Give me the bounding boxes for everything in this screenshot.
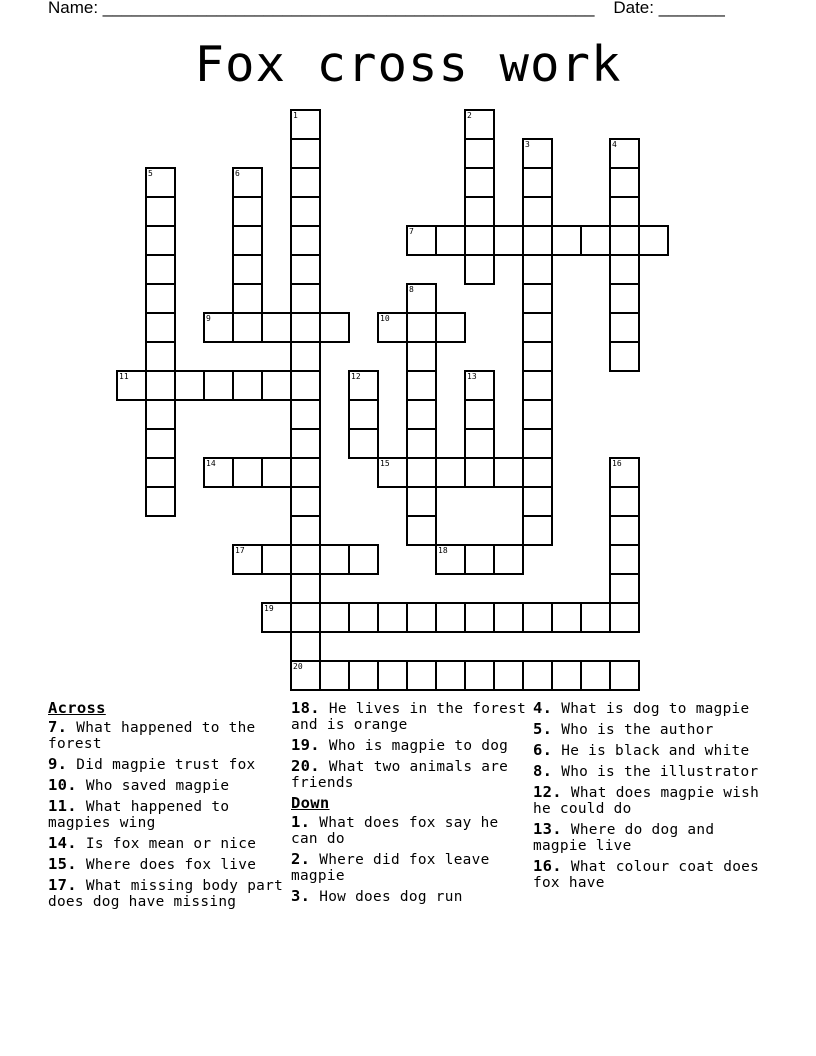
grid-cell[interactable] xyxy=(348,602,379,633)
clue-down-8: 8. Who is the illustrator xyxy=(533,762,759,780)
grid-cell[interactable] xyxy=(522,660,553,691)
grid-cell[interactable] xyxy=(290,225,321,256)
clue-across-9: 9. Did magpie trust fox xyxy=(48,755,256,773)
clue-number: 7 xyxy=(409,227,414,236)
grid-cell[interactable] xyxy=(522,457,553,488)
grid-cell[interactable] xyxy=(522,370,553,401)
grid-cell[interactable] xyxy=(290,138,321,169)
grid-cell[interactable] xyxy=(145,283,176,314)
grid-cell[interactable] xyxy=(116,370,147,401)
grid-cell[interactable] xyxy=(145,341,176,372)
grid-cell[interactable] xyxy=(232,196,263,227)
grid-cell[interactable] xyxy=(435,544,466,575)
grid-cell[interactable] xyxy=(609,457,640,488)
clue-down-1: 1. What does fox say he can do xyxy=(291,813,499,847)
clues-column-1 xyxy=(48,700,286,914)
grid-cell[interactable] xyxy=(435,602,466,633)
grid-cell[interactable] xyxy=(609,602,640,633)
grid-cell[interactable] xyxy=(261,312,292,343)
grid-cell[interactable] xyxy=(348,399,379,430)
grid-cell[interactable] xyxy=(232,225,263,256)
clue-down-13: 13. Where do dog and magpie live xyxy=(533,820,715,854)
grid-cell[interactable] xyxy=(348,660,379,691)
grid-cell[interactable] xyxy=(522,225,553,256)
grid-cell[interactable] xyxy=(290,283,321,314)
clue-number: 5 xyxy=(148,169,153,178)
clue-number: 14 xyxy=(206,459,216,468)
grid-cell[interactable] xyxy=(290,602,321,633)
grid-cell[interactable] xyxy=(522,486,553,517)
grid-cell[interactable] xyxy=(203,457,234,488)
grid-cell[interactable] xyxy=(319,660,350,691)
grid-cell[interactable] xyxy=(464,109,495,140)
grid-cell[interactable] xyxy=(290,573,321,604)
clue-number: 1 xyxy=(293,111,298,120)
grid-cell[interactable] xyxy=(609,660,640,691)
across-heading: Across xyxy=(48,699,106,717)
grid-cell[interactable] xyxy=(609,196,640,227)
grid-cell[interactable] xyxy=(609,283,640,314)
grid-cell[interactable] xyxy=(493,544,524,575)
clue-number: 13 xyxy=(467,372,477,381)
grid-cell[interactable] xyxy=(145,312,176,343)
grid-cell[interactable] xyxy=(377,660,408,691)
clue-number: 16 xyxy=(612,459,622,468)
grid-cell[interactable] xyxy=(290,515,321,546)
grid-cell[interactable] xyxy=(290,341,321,372)
grid-cell[interactable] xyxy=(522,283,553,314)
clue-across-11: 11. What happened to magpies wing xyxy=(48,797,230,831)
grid-cell[interactable] xyxy=(145,428,176,459)
grid-cell[interactable] xyxy=(406,428,437,459)
grid-cell[interactable] xyxy=(203,312,234,343)
grid-cell[interactable] xyxy=(406,457,437,488)
clue-across-14: 14. Is fox mean or nice xyxy=(48,834,257,852)
clue-down-6: 6. He is black and white xyxy=(533,741,750,759)
grid-cell[interactable] xyxy=(406,312,437,343)
grid-cell[interactable] xyxy=(522,341,553,372)
grid-cell[interactable] xyxy=(377,312,408,343)
grid-cell[interactable] xyxy=(406,602,437,633)
grid-cell[interactable] xyxy=(551,602,582,633)
clue-number: 15 xyxy=(380,459,390,468)
grid-cell[interactable] xyxy=(580,225,611,256)
clue-across-17: 17. What missing body part does dog have missing xyxy=(48,876,284,910)
grid-cell[interactable] xyxy=(145,370,176,401)
grid-cell[interactable] xyxy=(290,486,321,517)
grid-cell[interactable] xyxy=(406,225,437,256)
grid-cell[interactable] xyxy=(290,196,321,227)
clue-number: 11 xyxy=(119,372,129,381)
grid-cell[interactable] xyxy=(348,544,379,575)
grid-cell[interactable] xyxy=(493,457,524,488)
grid-cell[interactable] xyxy=(464,457,495,488)
clue-number: 19 xyxy=(264,604,274,613)
grid-cell[interactable] xyxy=(435,312,466,343)
clue-across-7: 7. What happened to the forest xyxy=(48,718,256,752)
grid-cell[interactable] xyxy=(551,660,582,691)
grid-cell[interactable] xyxy=(377,602,408,633)
clue-down-5: 5. Who is the author xyxy=(533,720,714,738)
grid-cell[interactable] xyxy=(493,602,524,633)
grid-cell[interactable] xyxy=(464,399,495,430)
clue-down-4: 4. What is dog to magpie xyxy=(533,699,750,717)
grid-cell[interactable] xyxy=(464,196,495,227)
date-field[interactable]: _______ xyxy=(658,0,725,17)
grid-cell[interactable] xyxy=(464,254,495,285)
grid-cell[interactable] xyxy=(406,515,437,546)
grid-cell[interactable] xyxy=(435,457,466,488)
grid-cell[interactable] xyxy=(290,254,321,285)
grid-cell[interactable] xyxy=(145,225,176,256)
clue-number: 12 xyxy=(351,372,361,381)
clue-across-20: 20. What two animals are friends xyxy=(291,757,509,791)
clues-column-2 xyxy=(291,700,527,909)
grid-cell[interactable] xyxy=(377,457,408,488)
grid-cell[interactable] xyxy=(232,254,263,285)
clue-across-10: 10. Who saved magpie xyxy=(48,776,230,794)
grid-cell[interactable] xyxy=(464,660,495,691)
grid-cell[interactable] xyxy=(609,486,640,517)
grid-cell[interactable] xyxy=(406,370,437,401)
grid-cell[interactable] xyxy=(464,167,495,198)
grid-cell[interactable] xyxy=(145,457,176,488)
clues-column-3 xyxy=(533,700,773,895)
grid-cell[interactable] xyxy=(522,602,553,633)
grid-cell[interactable] xyxy=(406,486,437,517)
grid-cell[interactable] xyxy=(145,196,176,227)
clue-number: 18 xyxy=(438,546,448,555)
grid-cell[interactable] xyxy=(580,602,611,633)
grid-cell[interactable] xyxy=(609,225,640,256)
grid-cell[interactable] xyxy=(522,312,553,343)
grid-cell[interactable] xyxy=(319,602,350,633)
grid-cell[interactable] xyxy=(406,399,437,430)
grid-cell[interactable] xyxy=(493,225,524,256)
grid-cell[interactable] xyxy=(232,370,263,401)
grid-cell[interactable] xyxy=(522,254,553,285)
grid-cell[interactable] xyxy=(261,457,292,488)
clue-number: 8 xyxy=(409,285,414,294)
grid-cell[interactable] xyxy=(290,660,321,691)
date-label: Date: xyxy=(613,0,659,17)
name-label: Name: xyxy=(48,0,103,17)
clue-number: 6 xyxy=(235,169,240,178)
clue-number: 20 xyxy=(293,662,303,671)
grid-cell[interactable] xyxy=(522,167,553,198)
grid-cell[interactable] xyxy=(464,544,495,575)
grid-cell[interactable] xyxy=(290,428,321,459)
grid-cell[interactable] xyxy=(464,225,495,256)
grid-cell[interactable] xyxy=(638,225,669,256)
grid-cell[interactable] xyxy=(609,573,640,604)
clue-number: 3 xyxy=(525,140,530,149)
grid-cell[interactable] xyxy=(609,312,640,343)
grid-cell[interactable] xyxy=(406,283,437,314)
clue-number: 2 xyxy=(467,111,472,120)
grid-cell[interactable] xyxy=(609,254,640,285)
grid-cell[interactable] xyxy=(261,602,292,633)
clue-down-16: 16. What colour coat does fox have xyxy=(533,857,760,891)
grid-cell[interactable] xyxy=(290,399,321,430)
grid-cell[interactable] xyxy=(406,341,437,372)
grid-cell[interactable] xyxy=(609,544,640,575)
name-field[interactable]: ____________________________________________________ xyxy=(102,0,595,17)
grid-cell[interactable] xyxy=(232,283,263,314)
grid-cell[interactable] xyxy=(435,660,466,691)
grid-cell[interactable] xyxy=(522,428,553,459)
grid-cell[interactable] xyxy=(261,370,292,401)
grid-cell[interactable] xyxy=(464,138,495,169)
grid-cell[interactable] xyxy=(493,660,524,691)
clue-across-15: 15. Where does fox live xyxy=(48,855,257,873)
clue-number: 17 xyxy=(235,546,245,555)
grid-cell[interactable] xyxy=(348,370,379,401)
grid-cell[interactable] xyxy=(406,660,437,691)
grid-cell[interactable] xyxy=(232,312,263,343)
grid-cell[interactable] xyxy=(522,515,553,546)
grid-cell[interactable] xyxy=(145,486,176,517)
grid-cell[interactable] xyxy=(319,312,350,343)
grid-cell[interactable] xyxy=(232,457,263,488)
grid-cell[interactable] xyxy=(145,167,176,198)
grid-cell[interactable] xyxy=(609,167,640,198)
grid-cell[interactable] xyxy=(464,370,495,401)
clue-number: 4 xyxy=(612,140,617,149)
down-heading: Down xyxy=(291,794,330,812)
grid-cell[interactable] xyxy=(232,544,263,575)
grid-cell[interactable] xyxy=(203,370,234,401)
grid-cell[interactable] xyxy=(522,138,553,169)
grid-cell[interactable] xyxy=(435,225,466,256)
clue-down-12: 12. What does magpie wish he could do xyxy=(533,783,760,817)
page-title: Fox cross work xyxy=(194,36,622,93)
clue-down-3: 3. How does dog run xyxy=(291,887,463,905)
clue-across-18: 18. He lives in the forest and is orange xyxy=(291,699,527,733)
grid-cell[interactable] xyxy=(290,457,321,488)
grid-cell[interactable] xyxy=(522,399,553,430)
grid-cell[interactable] xyxy=(609,341,640,372)
grid-cell[interactable] xyxy=(232,167,263,198)
grid-cell[interactable] xyxy=(290,631,321,662)
grid-cell[interactable] xyxy=(348,428,379,459)
grid-cell[interactable] xyxy=(319,544,350,575)
grid-cell[interactable] xyxy=(174,370,205,401)
grid-cell[interactable] xyxy=(464,602,495,633)
grid-cell[interactable] xyxy=(580,660,611,691)
grid-cell[interactable] xyxy=(464,428,495,459)
clue-number: 9 xyxy=(206,314,211,323)
grid-cell[interactable] xyxy=(290,312,321,343)
grid-cell[interactable] xyxy=(522,196,553,227)
grid-cell[interactable] xyxy=(290,109,321,140)
grid-cell[interactable] xyxy=(551,225,582,256)
grid-cell[interactable] xyxy=(261,544,292,575)
grid-cell[interactable] xyxy=(290,544,321,575)
grid-cell[interactable] xyxy=(145,254,176,285)
grid-cell[interactable] xyxy=(145,399,176,430)
grid-cell[interactable] xyxy=(609,138,640,169)
clue-number: 10 xyxy=(380,314,390,323)
clue-down-2: 2. Where did fox leave magpie xyxy=(291,850,490,884)
clue-across-19: 19. Who is magpie to dog xyxy=(291,736,509,754)
grid-cell[interactable] xyxy=(290,167,321,198)
grid-cell[interactable] xyxy=(609,515,640,546)
grid-cell[interactable] xyxy=(290,370,321,401)
